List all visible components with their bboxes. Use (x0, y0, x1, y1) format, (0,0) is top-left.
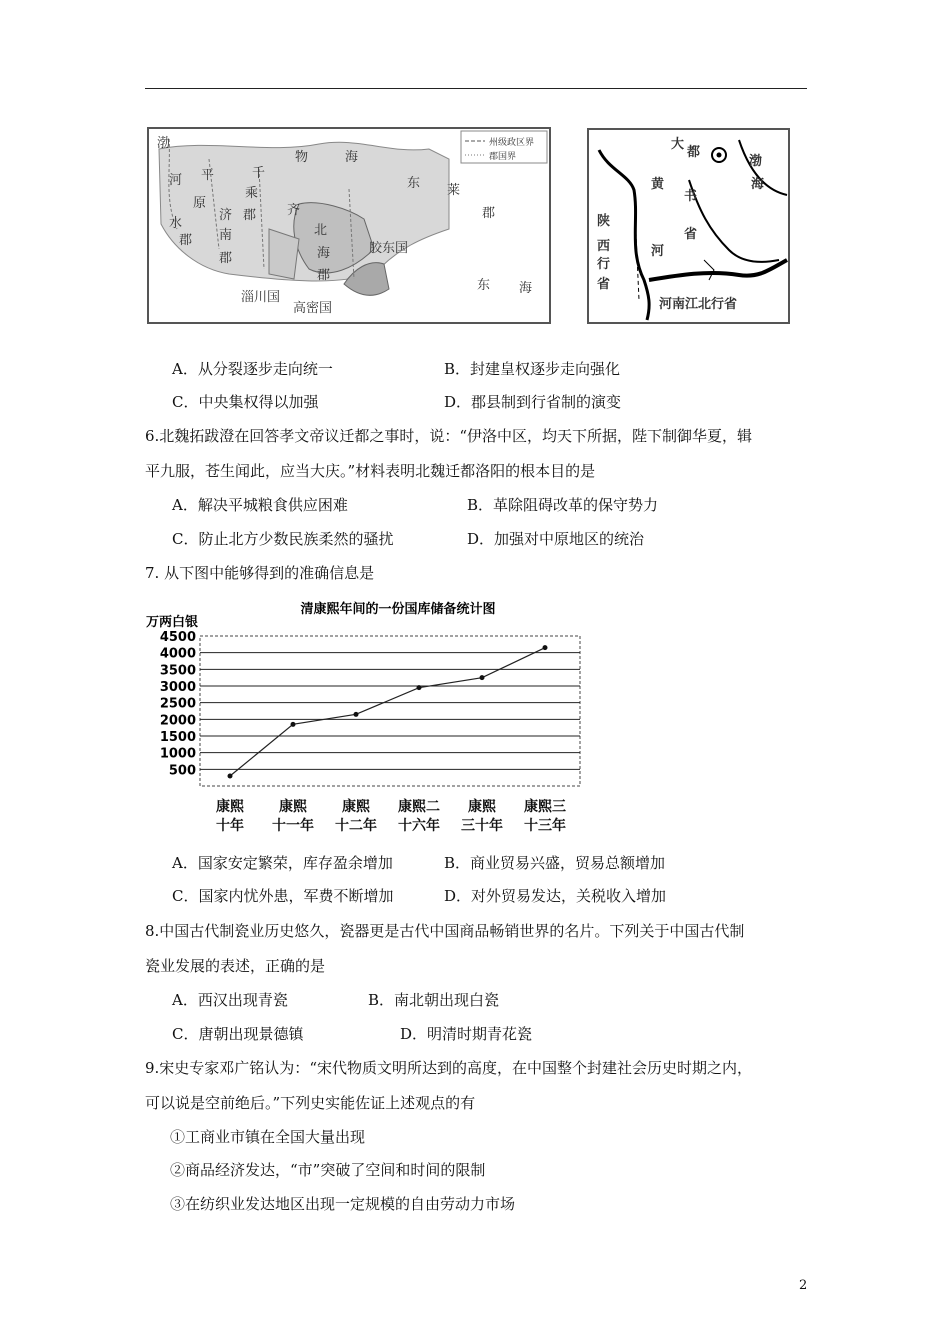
y-axis-label: 万两白银 (146, 615, 199, 630)
q8-stem-line2: 瓷业发展的表述，正确的是 (145, 957, 326, 975)
q5-option-c: C．中央集权得以加强 (172, 393, 319, 411)
map-label: 河南江北行省 (659, 297, 738, 312)
data-point (354, 712, 359, 717)
q5-option-d: D．郡县制到行省制的演变 (444, 393, 622, 411)
q6-option-d: D．加强对中原地区的统治 (467, 530, 645, 548)
map-label: 北 (314, 223, 328, 238)
map-label: 乘 (245, 186, 259, 201)
map-label: 河 (169, 173, 183, 188)
map-label: 郡 (243, 208, 257, 223)
y-tick-label: 2000 (159, 713, 196, 729)
map-label: 平 (201, 168, 215, 183)
map-label: 水 (169, 216, 183, 231)
map-label: 海 (751, 177, 765, 192)
q6-stem-line1: 6.北魏拓跋澄在回答孝文帝议迁都之事时，说：“伊洛中区，均天下所据，陛下制御华夏，辑 (145, 427, 752, 445)
y-tick-label: 4500 (159, 630, 196, 645)
treasury-chart (140, 598, 600, 843)
y-tick-label: 500 (168, 763, 196, 779)
q7-option-c: C．国家内忧外患，军费不断增加 (172, 887, 394, 905)
y-tick-label: 2500 (159, 696, 196, 712)
y-tick-label: 3000 (159, 680, 196, 695)
map-label: 东 (477, 278, 491, 293)
map-label: 海 (317, 246, 331, 261)
q6-stem-line2: 平九服，苍生闻此，应当大庆。”材料表明北魏迁都洛阳的根本目的是 (145, 462, 596, 480)
legend-state: 州级政区界 (489, 138, 535, 148)
x-category-label: 康熙二 十六年 (398, 799, 440, 834)
map-label: 渤 (157, 136, 171, 151)
map-label: 西 (597, 239, 611, 254)
q7-stem: 7. 从下图中能够得到的准确信息是 (145, 564, 375, 582)
q7-option-a: A．国家安定繁荣，库存盈余增加 (172, 854, 393, 872)
chart-title: 清康熙年间的一份国库储备统计图 (300, 602, 496, 617)
q7-option-b: B．商业贸易兴盛，贸易总额增加 (444, 854, 666, 872)
han-dynasty-map (147, 127, 551, 324)
map-label: 渤 (749, 154, 763, 169)
map-label: 高密国 (293, 301, 333, 316)
q8-option-a: A．西汉出现青瓷 (172, 991, 288, 1009)
yuan-dynasty-map (587, 128, 790, 324)
map-label: 胶东国 (369, 241, 409, 256)
x-category-label: 康熙 三十年 (461, 799, 503, 834)
map-label: 行 (597, 257, 611, 272)
x-category-label: 康熙 十二年 (335, 799, 377, 834)
data-point (417, 685, 422, 690)
map-label: 海 (345, 150, 359, 165)
q8-stem-line1: 8.中国古代制瓷业历史悠久，瓷器更是古代中国商品畅销世界的名片。下列关于中国古代制 (145, 922, 745, 940)
y-tick-label: 1000 (159, 746, 196, 762)
map-label: 南 (219, 228, 233, 243)
map-label: 物 (295, 150, 309, 165)
q5-option-a: A．从分裂逐步走向统一 (172, 360, 333, 378)
data-point (228, 774, 233, 779)
q6-option-c: C．防止北方少数民族柔然的骚扰 (172, 530, 394, 548)
data-point (543, 645, 548, 650)
map-label: 淄川国 (241, 290, 281, 305)
q5-option-b: B．封建皇权逐步走向强化 (444, 360, 621, 378)
map-label: 郡 (482, 206, 496, 221)
q8-option-d: D．明清时期青花瓷 (400, 1025, 533, 1043)
data-point (291, 722, 296, 727)
header-rule (145, 88, 807, 89)
map-label: 东 (407, 176, 421, 191)
series-line (230, 648, 545, 776)
y-tick-label: 3500 (159, 663, 196, 679)
map-label: 大 (671, 137, 685, 152)
y-tick-label: 4000 (159, 646, 196, 662)
map-label: 莱 (447, 183, 461, 198)
q6-option-b: B．革除阻碍改革的保守势力 (467, 496, 659, 514)
map-label: 省 (684, 227, 698, 242)
map-label: 黄 (651, 177, 665, 192)
q9-item-1: ①工商业市镇在全国大量出现 (170, 1128, 366, 1146)
map-label: 原 (193, 196, 207, 211)
map-label: 海 (519, 281, 533, 296)
q8-option-c: C．唐朝出现景德镇 (172, 1025, 304, 1043)
map-label: 郡 (219, 251, 233, 266)
q6-option-a: A．解决平城粮食供应困难 (172, 496, 348, 514)
map-label: 济 (219, 208, 233, 223)
map-label: 郡 (179, 233, 193, 248)
map-label: 都 (687, 145, 701, 160)
map-label: 省 (597, 277, 611, 292)
q9-item-2: ②商品经济发达，“市”突破了空间和时间的限制 (170, 1161, 486, 1179)
map-label: 齐 (287, 203, 301, 218)
map-label: 书 (684, 189, 698, 204)
q7-option-d: D．对外贸易发达，关税收入增加 (444, 887, 667, 905)
y-tick-label: 1500 (159, 730, 196, 745)
q9-stem-line1: 9.宋史专家邓广铭认为：“宋代物质文明所达到的高度，在中国整个封建社会历史时期之内， (145, 1059, 752, 1077)
x-category-label: 康熙三 十三年 (524, 799, 566, 834)
page-number: 2 (799, 1278, 808, 1293)
legend-commandery: 郡国界 (489, 152, 517, 162)
q8-option-b: B．南北朝出现白瓷 (368, 991, 500, 1009)
x-category-label: 康熙 十一年 (272, 799, 314, 834)
q9-stem-line2: 可以说是空前绝后。”下列史实能佐证上述观点的有 (145, 1094, 476, 1112)
map-label: 河 (651, 244, 665, 259)
x-category-label: 康熙 十年 (216, 799, 244, 834)
map-label: 千 (252, 166, 266, 181)
map-label: 郡 (317, 268, 331, 283)
q9-item-3: ③在纺织业发达地区出现一定规模的自由劳动力市场 (170, 1195, 516, 1213)
map-label: 陕 (597, 214, 611, 229)
data-point (480, 675, 485, 680)
